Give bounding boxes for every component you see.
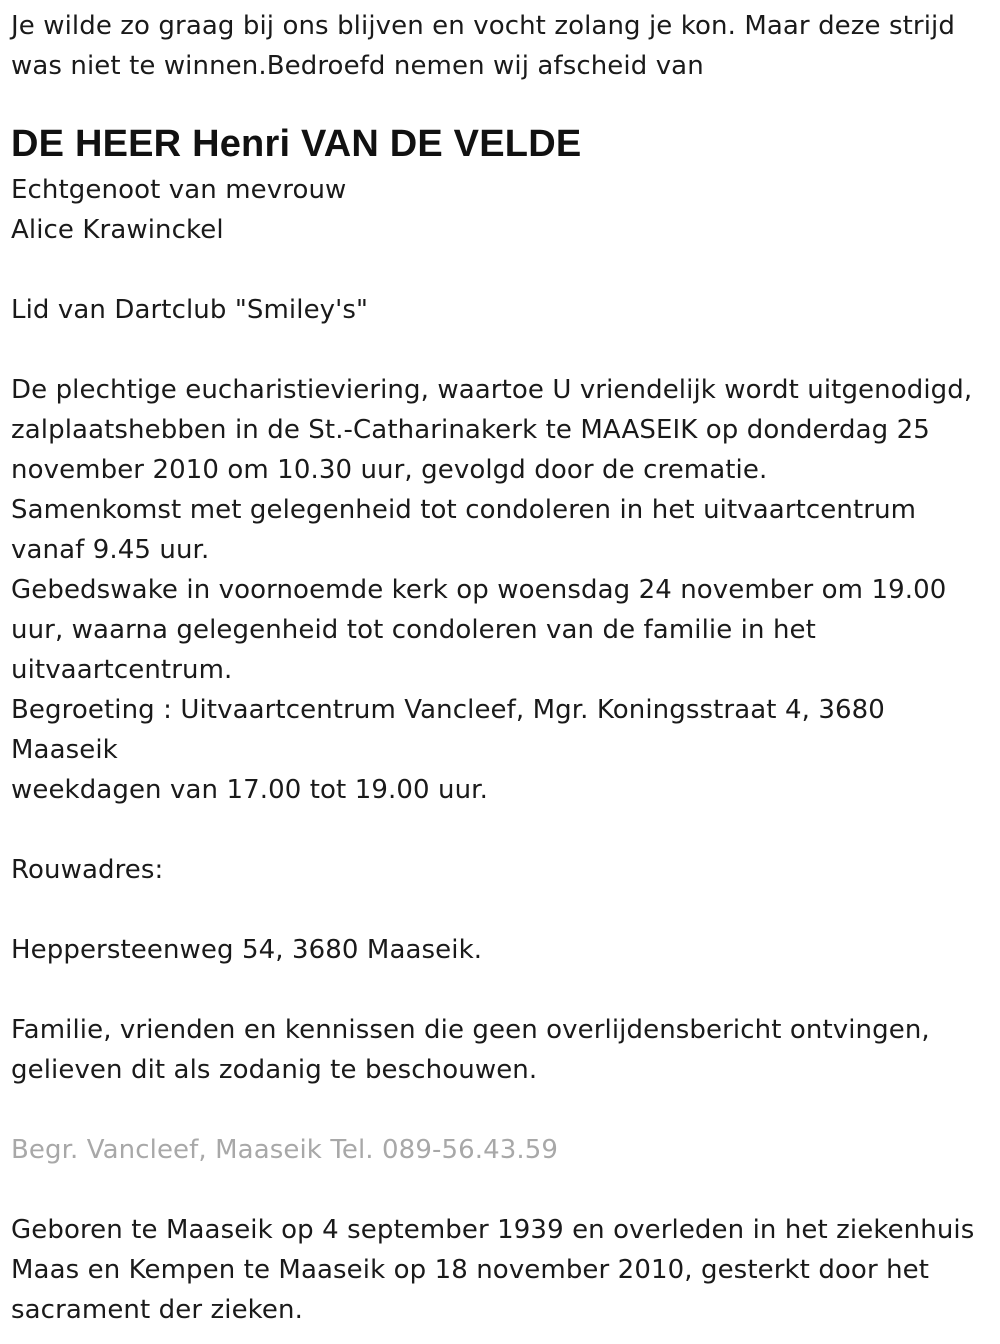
spouse-line-2: Alice Krawinckel (11, 215, 224, 245)
spacer (11, 250, 996, 290)
ceremony-line-1: De plechtige eucharistieviering, waartoe U vriendelijk wordt uitgenodigd, (11, 375, 973, 405)
ceremony-line-10: Maaseik (11, 735, 118, 765)
spacer (11, 810, 996, 850)
obituary-document (11, 6, 996, 1330)
spouse-line-1: Echtgenoot van mevrouw (11, 175, 347, 205)
notice-line-2: gelieven dit als zodanig te beschouwen. (11, 1055, 538, 1085)
ceremony-line-4: Samenkomst met gelegenheid tot condoleren in het uitvaartcentrum (11, 495, 917, 525)
notice-line-1: Familie, vrienden en kennissen die geen overlijdensbericht ontvingen, (11, 1015, 930, 1045)
ceremony-line-9: Begroeting : Uitvaartcentrum Vancleef, Mgr. Koningsstraat 4, 3680 (11, 695, 885, 725)
address-value: Heppersteenweg 54, 3680 Maaseik. (11, 935, 483, 965)
funeral-home-contact: Begr. Vancleef, Maaseik Tel. 089-56.43.59 (11, 1135, 559, 1165)
life-line-2: Maas en Kempen te Maaseik op 18 november 2010, gesterkt door het (11, 1255, 930, 1285)
spacer (11, 890, 996, 930)
ceremony-line-11: weekdagen van 17.00 tot 19.00 uur. (11, 775, 488, 805)
intro-line-1: Je wilde zo graag bij ons blijven en vocht zolang je kon. Maar deze strijd (11, 11, 955, 41)
ceremony-line-2: zalplaatshebben in de St.-Catharinakerk te MAASEIK op donderdag 25 (11, 415, 930, 445)
spacer (11, 330, 996, 370)
deceased-name: DE HEER Henri VAN DE VELDE (11, 123, 582, 165)
ceremony-line-8: uitvaartcentrum. (11, 655, 233, 685)
ceremony-line-5: vanaf 9.45 uur. (11, 535, 210, 565)
ceremony-line-6: Gebedswake in voornoemde kerk op woensdag 24 november om 19.00 (11, 575, 947, 605)
address-label: Rouwadres: (11, 855, 164, 885)
spacer (11, 1090, 996, 1130)
spacer (11, 970, 996, 1010)
life-line-1: Geboren te Maaseik op 4 september 1939 en overleden in het ziekenhuis (11, 1215, 975, 1245)
life-line-3: sacrament der zieken. (11, 1295, 303, 1325)
intro-line-2: was niet te winnen.Bedroefd nemen wij afscheid van (11, 51, 704, 81)
ceremony-line-7: uur, waarna gelegenheid tot condoleren van de familie in het (11, 615, 816, 645)
ceremony-line-3: november 2010 om 10.30 uur, gevolgd door de crematie. (11, 455, 768, 485)
membership: Lid van Dartclub "Smiley's" (11, 295, 369, 325)
spacer (11, 1170, 996, 1210)
